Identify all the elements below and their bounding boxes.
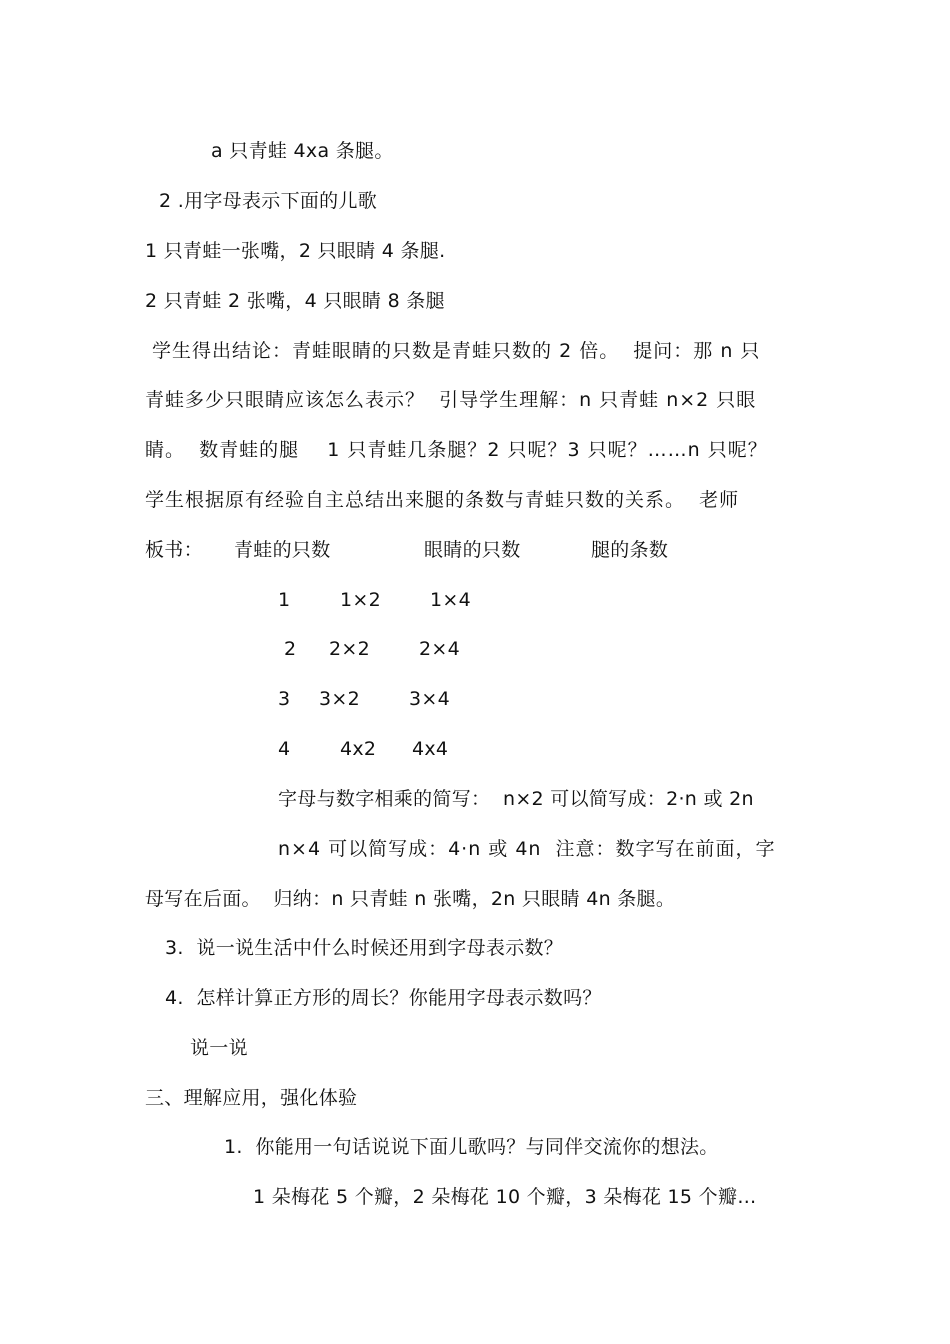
text-line: 2 只青蛙 2 张嘴，4 只眼睛 8 条腿: [145, 290, 445, 312]
text-line: 说一说: [190, 1037, 248, 1059]
table-cell: 3×4: [409, 688, 450, 710]
table-cell: 2×4: [419, 638, 460, 660]
table-cell: 4x2: [340, 738, 377, 760]
table-cell: 3×2: [319, 688, 360, 710]
text-line: 板书：: [145, 539, 203, 561]
text-line: 字母与数字相乘的简写： n×2 可以简写成：2·n 或 2n: [278, 788, 754, 810]
table-cell: 2×2: [329, 638, 370, 660]
text-line: 1 只青蛙一张嘴，2 只眼睛 4 条腿.: [145, 240, 446, 262]
table-cell: 1×4: [430, 589, 471, 611]
text-line: 学生根据原有经验自主总结出来腿的条数与青蛙只数的关系。 老师: [145, 489, 740, 511]
text-line: 1 朵梅花 5 个瓣，2 朵梅花 10 个瓣，3 朵梅花 15 个瓣…: [253, 1186, 757, 1208]
section-heading: 三、理解应用，强化体验: [145, 1087, 358, 1109]
text-line: 学生得出结论：青蛙眼睛的只数是青蛙只数的 2 倍。 提问：那 n 只: [145, 340, 761, 362]
text-line: a 只青蛙 4xa 条腿。: [211, 140, 394, 162]
table-header: 青蛙的只数: [234, 539, 331, 561]
text-line: 母写在后面。 归纳：n 只青蛙 n 张嘴，2n 只眼睛 4n 条腿。: [145, 888, 676, 910]
table-cell: 4x4: [412, 738, 449, 760]
table-header: 眼睛的只数: [424, 539, 521, 561]
text-line: 睛。 数青蛙的腿 1 只青蛙几条腿？2 只呢？3 只呢？……n 只呢？: [145, 439, 768, 461]
table-cell: 1×2: [340, 589, 381, 611]
table-cell: 4: [278, 738, 291, 760]
text-line: 1. 你能用一句话说说下面儿歌吗？与同伴交流你的想法。: [224, 1136, 719, 1158]
text-line: 青蛙多少只眼睛应该怎么表示？ 引导学生理解：n 只青蛙 n×2 只眼: [145, 389, 757, 411]
text-line: n×4 可以简写成：4·n 或 4n 注意：数字写在前面，字: [278, 838, 776, 860]
table-header: 腿的条数: [591, 539, 669, 561]
text-line: 4. 怎样计算正方形的周长？你能用字母表示数吗？: [165, 987, 602, 1009]
table-cell: 1: [278, 589, 291, 611]
text-line: 2 .用字母表示下面的儿歌: [159, 190, 378, 212]
table-cell: 3: [278, 688, 291, 710]
table-cell: 2: [284, 638, 297, 660]
text-line: 3. 说一说生活中什么时候还用到字母表示数？: [165, 937, 564, 959]
